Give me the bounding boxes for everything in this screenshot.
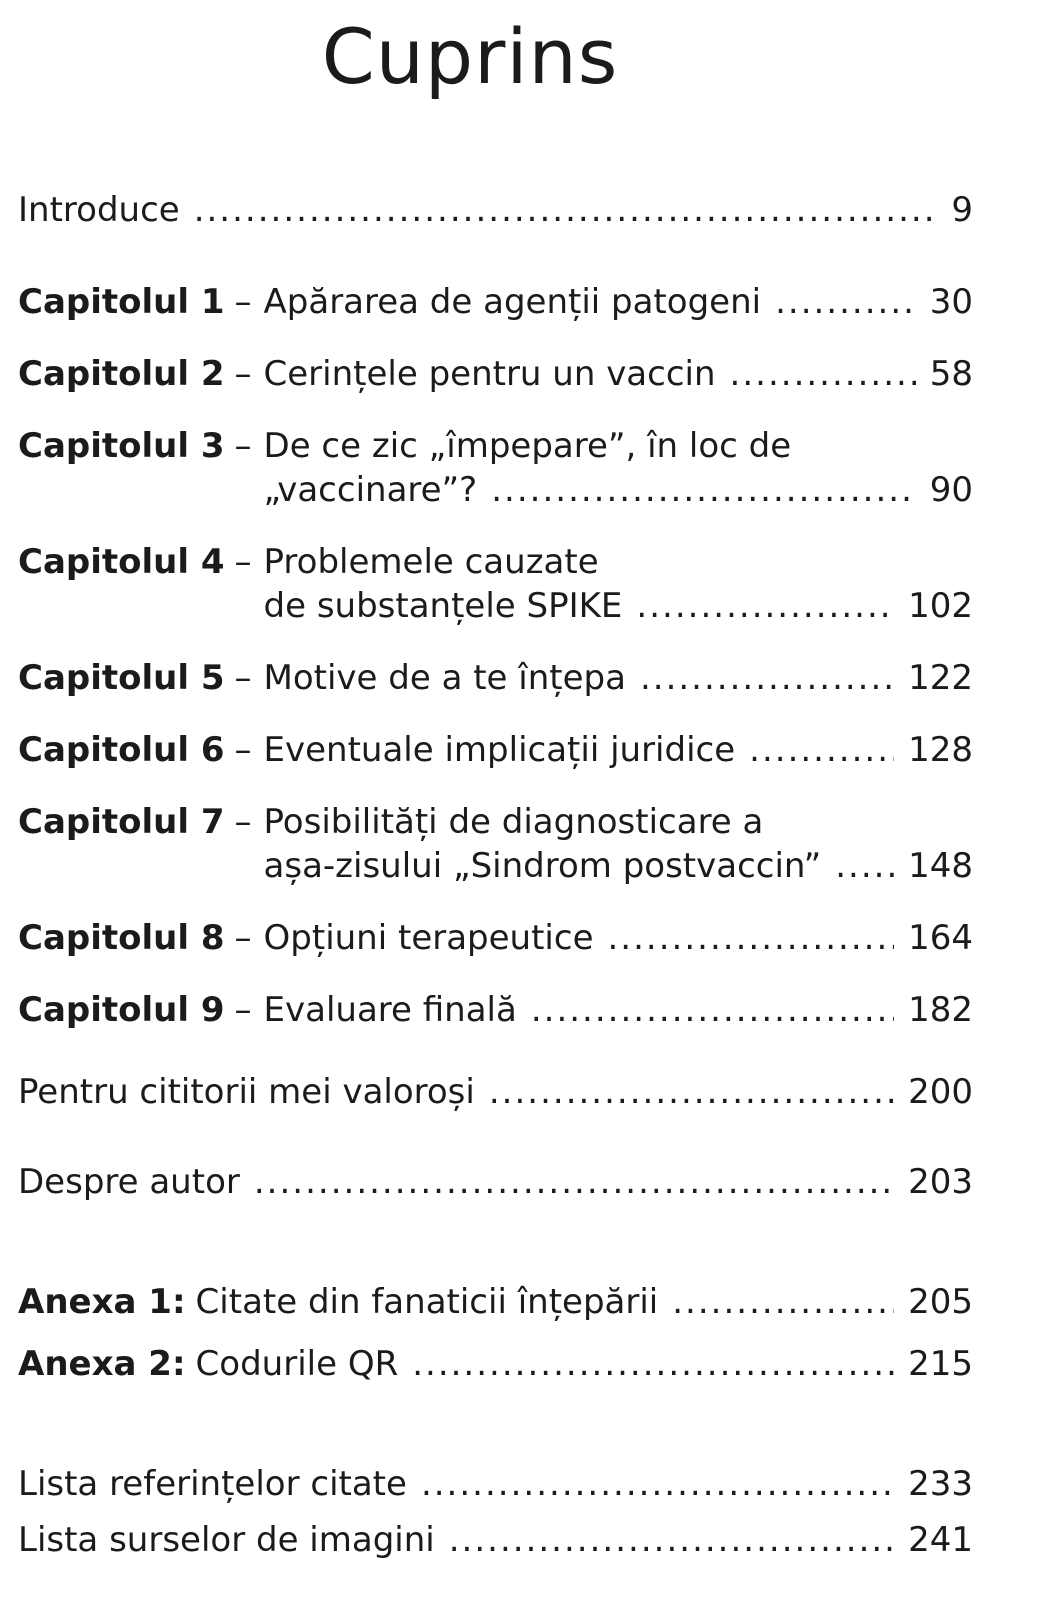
chapter-title: Eventuale implicații juridice (263, 730, 736, 770)
toc-entry-chapter-1[interactable] (18, 280, 973, 324)
entry-label: Despre autor (18, 1162, 240, 1202)
chapter-label: Capitolul 5 (18, 658, 225, 698)
chapter-title: Apărarea de agenții patogeni (263, 282, 762, 322)
entry-label: Lista surselor de imagini (18, 1520, 435, 1560)
chapter-title: Evaluare finală (263, 990, 517, 1030)
toc-entry-annex-1[interactable] (18, 1280, 973, 1324)
toc-entry-image-sources[interactable] (18, 1518, 973, 1562)
entry-label: Lista referințelor citate (18, 1464, 407, 1504)
page-number: 148 (908, 846, 973, 886)
toc-entry-chapter-5[interactable] (18, 656, 973, 700)
chapter-title-line-1: Posibilități de diagnosticare a (263, 802, 764, 842)
page-number: 128 (908, 730, 973, 770)
chapter-title-line-2: așa-zisului „Sindrom postvaccin” (263, 846, 822, 886)
dot-leader (194, 188, 938, 232)
dot-leader (640, 656, 894, 700)
toc-entry-readers[interactable] (18, 1070, 973, 1114)
toc-entry-chapter-3[interactable] (18, 424, 973, 512)
chapter-title-line-2: „vaccinare”? (263, 470, 478, 510)
entry-label: Introduce (18, 190, 180, 230)
page-number: 122 (908, 658, 973, 698)
dot-leader (489, 1070, 894, 1114)
page-number: 233 (908, 1464, 973, 1504)
page-title: Cuprins (321, 12, 619, 101)
chapter-label: Capitolul 8 (18, 918, 225, 958)
dot-leader (254, 1160, 894, 1204)
page-number: 102 (908, 586, 973, 626)
annex-label: Anexa 2: (18, 1344, 186, 1384)
chapter-label: Capitolul 7 (18, 802, 225, 842)
annex-title: Citate din fanaticii înțepării (195, 1282, 659, 1322)
dot-leader (421, 1462, 894, 1506)
dot-leader (608, 916, 895, 960)
dot-leader (672, 1280, 894, 1324)
chapter-label: Capitolul 9 (18, 990, 225, 1030)
toc-entry-chapter-7[interactable] (18, 800, 973, 888)
annex-label: Anexa 1: (18, 1282, 186, 1322)
toc-entry-chapter-2[interactable] (18, 352, 973, 396)
chapter-dash: – (234, 802, 252, 842)
toc-entry-chapter-4[interactable] (18, 540, 973, 628)
dot-leader (412, 1342, 894, 1386)
toc-entry-author[interactable] (18, 1160, 973, 1204)
dot-leader (636, 584, 894, 628)
chapter-title-line-2: de substanțele SPIKE (263, 586, 623, 626)
dot-leader (531, 988, 894, 1032)
page-number: 9 (951, 190, 973, 230)
chapter-dash: – (234, 730, 252, 770)
toc-entry-introduction[interactable] (18, 188, 973, 232)
entry-label: Pentru cititorii mei valoroși (18, 1072, 475, 1112)
page-number: 205 (908, 1282, 973, 1322)
page-number: 182 (908, 990, 973, 1030)
annex-title: Codurile QR (195, 1344, 399, 1384)
chapter-dash: – (234, 918, 252, 958)
dot-leader (730, 352, 916, 396)
chapter-dash: – (234, 990, 252, 1030)
dot-leader (749, 728, 894, 772)
chapter-title: Cerințele pentru un vaccin (263, 354, 716, 394)
dot-leader (835, 844, 894, 888)
chapter-dash: – (234, 658, 252, 698)
chapter-label: Capitolul 6 (18, 730, 225, 770)
page-number: 58 (929, 354, 973, 394)
dot-leader (449, 1518, 894, 1562)
chapter-label: Capitolul 3 (18, 426, 225, 466)
toc-entry-chapter-9[interactable] (18, 988, 973, 1032)
toc-entry-chapter-6[interactable] (18, 728, 973, 772)
page-number: 203 (908, 1162, 973, 1202)
dot-leader (775, 280, 916, 324)
chapter-label: Capitolul 2 (18, 354, 225, 394)
chapter-title-line-1: De ce zic „împepare”, în loc de (263, 426, 792, 466)
chapter-label: Capitolul 1 (18, 282, 225, 322)
chapter-dash: – (234, 282, 252, 322)
page-number: 30 (929, 282, 973, 322)
page-number: 90 (929, 470, 973, 510)
chapter-title: Opțiuni terapeutice (263, 918, 594, 958)
chapter-title: Motive de a te înțepa (263, 658, 626, 698)
chapter-label: Capitolul 4 (18, 542, 225, 582)
toc-entry-annex-2[interactable] (18, 1342, 973, 1386)
toc-entry-chapter-8[interactable] (18, 916, 973, 960)
chapter-title-line-1: Problemele cauzate (263, 542, 599, 582)
page-number: 215 (908, 1344, 973, 1384)
dot-leader (491, 468, 916, 512)
chapter-dash: – (234, 426, 252, 466)
page-number: 164 (908, 918, 973, 958)
chapter-dash: – (234, 542, 252, 582)
chapter-dash: – (234, 354, 252, 394)
page-number: 200 (908, 1072, 973, 1112)
toc-entry-references[interactable] (18, 1462, 973, 1506)
page-number: 241 (908, 1520, 973, 1560)
